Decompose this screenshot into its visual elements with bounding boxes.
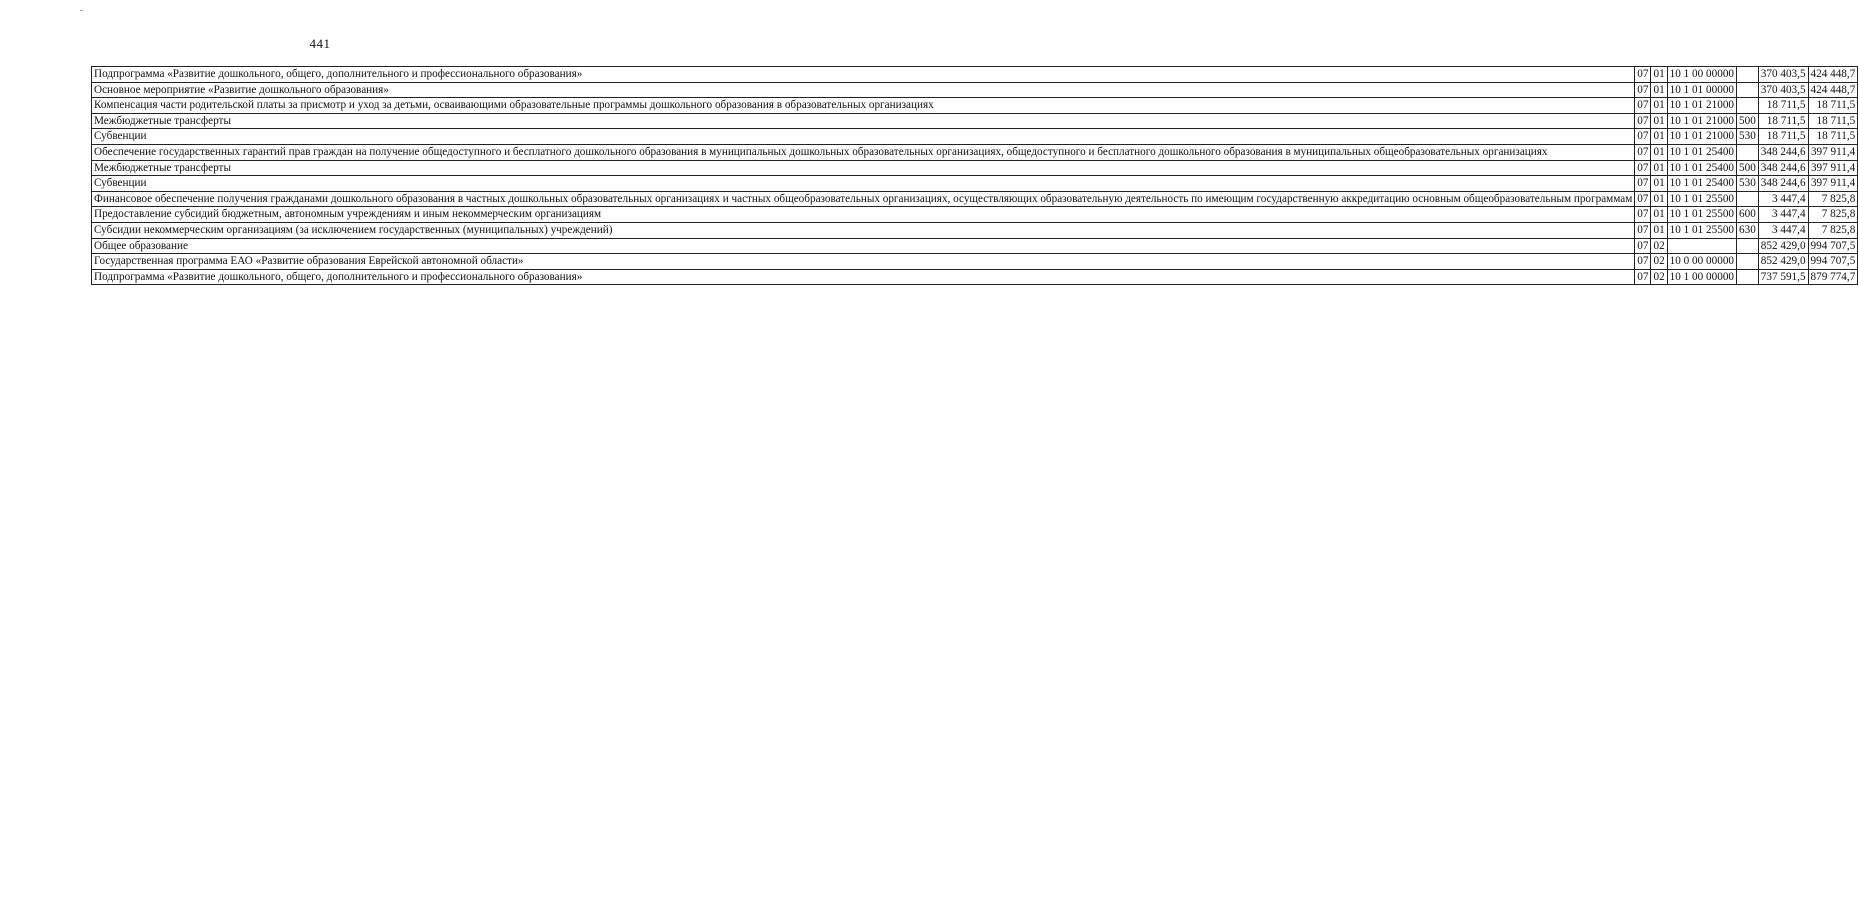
amount-year-2: 424 448,7 xyxy=(1808,82,1858,98)
row-name: Подпрограмма «Развитие дошкольного, общего, дополнительного и профессионального образования» xyxy=(92,269,1635,285)
target-article-code: 10 1 01 21000 xyxy=(1667,98,1736,114)
target-article-code: 10 1 01 00000 xyxy=(1667,82,1736,98)
amount-year-2: 397 911,4 xyxy=(1808,176,1858,192)
amount-year-1: 3 447,4 xyxy=(1758,222,1808,238)
page-number: 441 xyxy=(309,36,331,51)
target-article-code: 10 1 00 00000 xyxy=(1667,269,1736,285)
subsection-code: 02 xyxy=(1651,254,1667,270)
amount-year-2: 994 707,5 xyxy=(1808,254,1858,270)
section-code: 07 xyxy=(1635,144,1651,160)
amount-year-2: 879 774,7 xyxy=(1808,269,1858,285)
target-article-code: 10 0 00 00000 xyxy=(1667,254,1736,270)
amount-year-1: 370 403,5 xyxy=(1758,67,1808,83)
target-article-code: 10 1 01 25400 xyxy=(1667,144,1736,160)
amount-year-1: 852 429,0 xyxy=(1758,254,1808,270)
subsection-code: 01 xyxy=(1651,176,1667,192)
section-code: 07 xyxy=(1635,191,1651,207)
subsection-code: 01 xyxy=(1651,82,1667,98)
row-name: Общее образование xyxy=(92,238,1635,254)
table-row xyxy=(92,269,1858,285)
subsection-code: 02 xyxy=(1651,238,1667,254)
amount-year-1: 737 591,5 xyxy=(1758,269,1808,285)
amount-year-2: 18 711,5 xyxy=(1808,129,1858,145)
amount-year-2: 18 711,5 xyxy=(1808,113,1858,129)
section-code: 07 xyxy=(1635,254,1651,270)
amount-year-1: 348 244,6 xyxy=(1758,160,1808,176)
row-name: Обеспечение государственных гарантий прав граждан на получение общедоступного и бесплатного дошкольного образования в муниципальных дошкольных образовательных организациях, общедоступного и бесплатного дошкольного образования в муниципальных общеобразовательных организациях xyxy=(92,144,1635,160)
amount-year-2: 7 825,8 xyxy=(1808,191,1858,207)
section-code: 07 xyxy=(1635,238,1651,254)
amount-year-2: 397 911,4 xyxy=(1808,160,1858,176)
row-name: Подпрограмма «Развитие дошкольного, общего, дополнительного и профессионального образования» xyxy=(92,67,1635,83)
expense-type-code: 600 xyxy=(1737,207,1759,223)
amount-year-1: 348 244,6 xyxy=(1758,176,1808,192)
subsection-code: 01 xyxy=(1651,207,1667,223)
amount-year-1: 18 711,5 xyxy=(1758,98,1808,114)
expense-type-code xyxy=(1737,67,1759,83)
amount-year-2: 424 448,7 xyxy=(1808,67,1858,83)
amount-year-1: 3 447,4 xyxy=(1758,207,1808,223)
amount-year-2: 397 911,4 xyxy=(1808,144,1858,160)
expense-type-code xyxy=(1737,191,1759,207)
section-code: 07 xyxy=(1635,129,1651,145)
subsection-code: 01 xyxy=(1651,113,1667,129)
row-name: Государственная программа ЕАО «Развитие образования Еврейской автономной области» xyxy=(92,254,1635,270)
amount-year-2: 18 711,5 xyxy=(1808,98,1858,114)
amount-year-2: 7 825,8 xyxy=(1808,222,1858,238)
scan-mark xyxy=(80,10,83,11)
table-row xyxy=(92,176,1858,192)
amount-year-2: 7 825,8 xyxy=(1808,207,1858,223)
table-row xyxy=(92,222,1858,238)
table-row xyxy=(92,129,1858,145)
amount-year-1: 3 447,4 xyxy=(1758,191,1808,207)
table-row xyxy=(92,207,1858,223)
expense-type-code: 630 xyxy=(1737,222,1759,238)
expense-type-code xyxy=(1737,269,1759,285)
row-name: Предоставление субсидий бюджетным, автономным учреждениям и иным некоммерческим организациям xyxy=(92,207,1635,223)
table-row xyxy=(92,160,1858,176)
amount-year-1: 18 711,5 xyxy=(1758,113,1808,129)
subsection-code: 01 xyxy=(1651,129,1667,145)
subsection-code: 01 xyxy=(1651,191,1667,207)
target-article-code: 10 1 01 21000 xyxy=(1667,129,1736,145)
subsection-code: 01 xyxy=(1651,144,1667,160)
target-article-code: 10 1 01 25500 xyxy=(1667,207,1736,223)
subsection-code: 01 xyxy=(1651,67,1667,83)
row-name: Компенсация части родительской платы за присмотр и уход за детьми, осваивающими образовательные программы дошкольного образования в образовательных организациях xyxy=(92,98,1635,114)
table-row xyxy=(92,82,1858,98)
section-code: 07 xyxy=(1635,82,1651,98)
section-code: 07 xyxy=(1635,222,1651,238)
amount-year-1: 852 429,0 xyxy=(1758,238,1808,254)
amount-year-2: 994 707,5 xyxy=(1808,238,1858,254)
table-row xyxy=(92,98,1858,114)
expense-type-code xyxy=(1737,82,1759,98)
subsection-code: 01 xyxy=(1651,98,1667,114)
row-name: Субсидии некоммерческим организациям (за исключением государственных (муниципальных) учреждений) xyxy=(92,222,1635,238)
table-row xyxy=(92,113,1858,129)
section-code: 07 xyxy=(1635,67,1651,83)
expense-type-code: 530 xyxy=(1737,176,1759,192)
table-row xyxy=(92,67,1858,83)
target-article-code: 10 1 01 25400 xyxy=(1667,160,1736,176)
expense-type-code xyxy=(1737,98,1759,114)
budget-table xyxy=(91,66,1858,285)
table-row xyxy=(92,238,1858,254)
row-name: Межбюджетные трансферты xyxy=(92,160,1635,176)
amount-year-1: 348 244,6 xyxy=(1758,144,1808,160)
table-row xyxy=(92,254,1858,270)
subsection-code: 02 xyxy=(1651,269,1667,285)
row-name: Субвенции xyxy=(92,176,1635,192)
amount-year-1: 370 403,5 xyxy=(1758,82,1808,98)
section-code: 07 xyxy=(1635,176,1651,192)
target-article-code xyxy=(1667,238,1736,254)
section-code: 07 xyxy=(1635,98,1651,114)
expense-type-code: 500 xyxy=(1737,113,1759,129)
row-name: Основное мероприятие «Развитие дошкольного образования» xyxy=(92,82,1635,98)
target-article-code: 10 1 01 25500 xyxy=(1667,191,1736,207)
expense-type-code xyxy=(1737,254,1759,270)
row-name: Финансовое обеспечение получения гражданами дошкольного образования в частных дошкольных образовательных организациях и частных общеобразовательных организациях, осуществляющих образовательную деятельность по имеющим государственную аккредитацию основным общеобразовательным программам xyxy=(92,191,1635,207)
table-row xyxy=(92,191,1858,207)
section-code: 07 xyxy=(1635,160,1651,176)
section-code: 07 xyxy=(1635,269,1651,285)
subsection-code: 01 xyxy=(1651,160,1667,176)
row-name: Субвенции xyxy=(92,129,1635,145)
target-article-code: 10 1 01 21000 xyxy=(1667,113,1736,129)
table-row xyxy=(92,144,1858,160)
section-code: 07 xyxy=(1635,207,1651,223)
amount-year-1: 18 711,5 xyxy=(1758,129,1808,145)
expense-type-code xyxy=(1737,144,1759,160)
row-name: Межбюджетные трансферты xyxy=(92,113,1635,129)
section-code: 07 xyxy=(1635,113,1651,129)
target-article-code: 10 1 00 00000 xyxy=(1667,67,1736,83)
expense-type-code: 530 xyxy=(1737,129,1759,145)
subsection-code: 01 xyxy=(1651,222,1667,238)
expense-type-code xyxy=(1737,238,1759,254)
target-article-code: 10 1 01 25400 xyxy=(1667,176,1736,192)
expense-type-code: 500 xyxy=(1737,160,1759,176)
target-article-code: 10 1 01 25500 xyxy=(1667,222,1736,238)
